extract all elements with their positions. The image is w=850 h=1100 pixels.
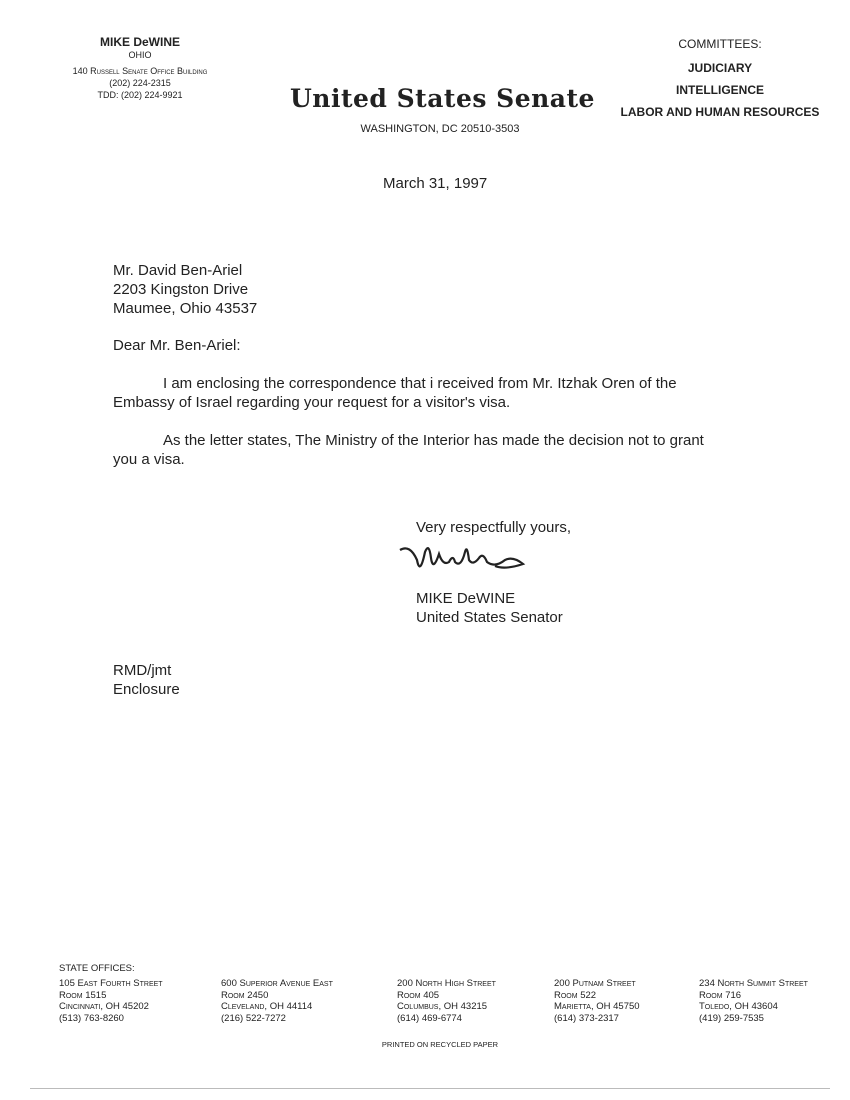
initials: RMD/jmt: [113, 662, 172, 679]
state-offices-label: STATE OFFICES:: [59, 963, 135, 974]
office-columbus: [397, 978, 496, 1024]
salutation: Dear Mr. Ben-Ariel:: [113, 337, 241, 354]
recycled-paper-note: PRINTED ON RECYCLED PAPER: [381, 1040, 499, 1049]
committees: [610, 37, 830, 123]
office-tdd: TDD: (202) 224-9921: [97, 90, 183, 100]
text-line: 200 Putnam Street: [554, 978, 636, 989]
text-line: Cleveland, OH 44114: [221, 1001, 313, 1012]
text-line: Columbus, OH 43215: [397, 1001, 488, 1012]
office-address: 140 Russell Senate Office Building: [72, 66, 208, 76]
text-line: Room 1515: [59, 989, 107, 1001]
office-phone: (202) 224-2315: [109, 78, 171, 88]
signer-name: MIKE DeWINE: [416, 590, 516, 607]
text-line: Room 716: [699, 989, 742, 1001]
text-line: Toledo, OH 43604: [699, 1001, 778, 1012]
paragraph: [113, 374, 773, 412]
text-line: 105 East Fourth Street: [59, 978, 163, 989]
text-line: Marietta, OH 45750: [554, 1001, 640, 1012]
paragraph-line: As the letter states, The Ministry of the Interior has made the decision not to grant: [163, 432, 704, 449]
office-cleveland: [221, 978, 333, 1024]
signer-title: United States Senator: [416, 609, 563, 626]
letter-date: March 31, 1997: [383, 175, 488, 192]
office-toledo: [699, 978, 808, 1024]
page-edge: [30, 1088, 830, 1089]
senate-city: WASHINGTON, DC 20510-3503: [360, 123, 520, 135]
text-line: 234 North Summit Street: [699, 978, 808, 989]
committee: LABOR AND HUMAN RESOURCES: [620, 105, 820, 119]
recipient-address: [113, 261, 257, 318]
text-line: 200 North High Street: [397, 978, 496, 989]
text-line: (614) 469-6774: [397, 1012, 462, 1024]
text-line: (614) 373-2317: [554, 1012, 619, 1024]
paragraph-line: I am enclosing the correspondence that i received from Mr. Itzhak Oren of the: [163, 375, 677, 392]
paragraph-line: Embassy of Israel regarding your request for a visitor's visa.: [113, 394, 511, 411]
text-line: Room 405: [397, 989, 440, 1001]
committee: INTELLIGENCE: [675, 83, 764, 97]
committees-label: COMMITTEES:: [678, 37, 762, 51]
text-line: (419) 259-7535: [699, 1012, 764, 1024]
senator-state: OHIO: [128, 50, 152, 60]
text-line: 600 Superior Avenue East: [221, 978, 333, 989]
enclosure: Enclosure: [113, 681, 180, 698]
text-line: Cincinnati, OH 45202: [59, 1001, 149, 1012]
office-marietta: [554, 978, 640, 1024]
paragraph: [113, 431, 793, 469]
senate-title: United States Senate: [290, 84, 595, 113]
text-line: (216) 522-7272: [221, 1012, 286, 1024]
recipient-line: 2203 Kingston Drive: [113, 281, 249, 298]
text-line: (513) 763-8260: [59, 1012, 124, 1024]
office-cincinnati: [59, 978, 163, 1024]
senator-block: [40, 35, 240, 101]
text-line: Room 2450: [221, 989, 269, 1001]
recipient-line: Mr. David Ben-Ariel: [113, 262, 243, 279]
signature: [395, 540, 545, 582]
paragraph-line: you a visa.: [113, 451, 185, 468]
recipient-line: Maumee, Ohio 43537: [113, 300, 258, 317]
closing: Very respectfully yours,: [416, 519, 572, 536]
committee: JUDICIARY: [687, 61, 753, 75]
senator-name: MIKE DeWINE: [99, 35, 180, 49]
text-line: Room 522: [554, 989, 597, 1001]
